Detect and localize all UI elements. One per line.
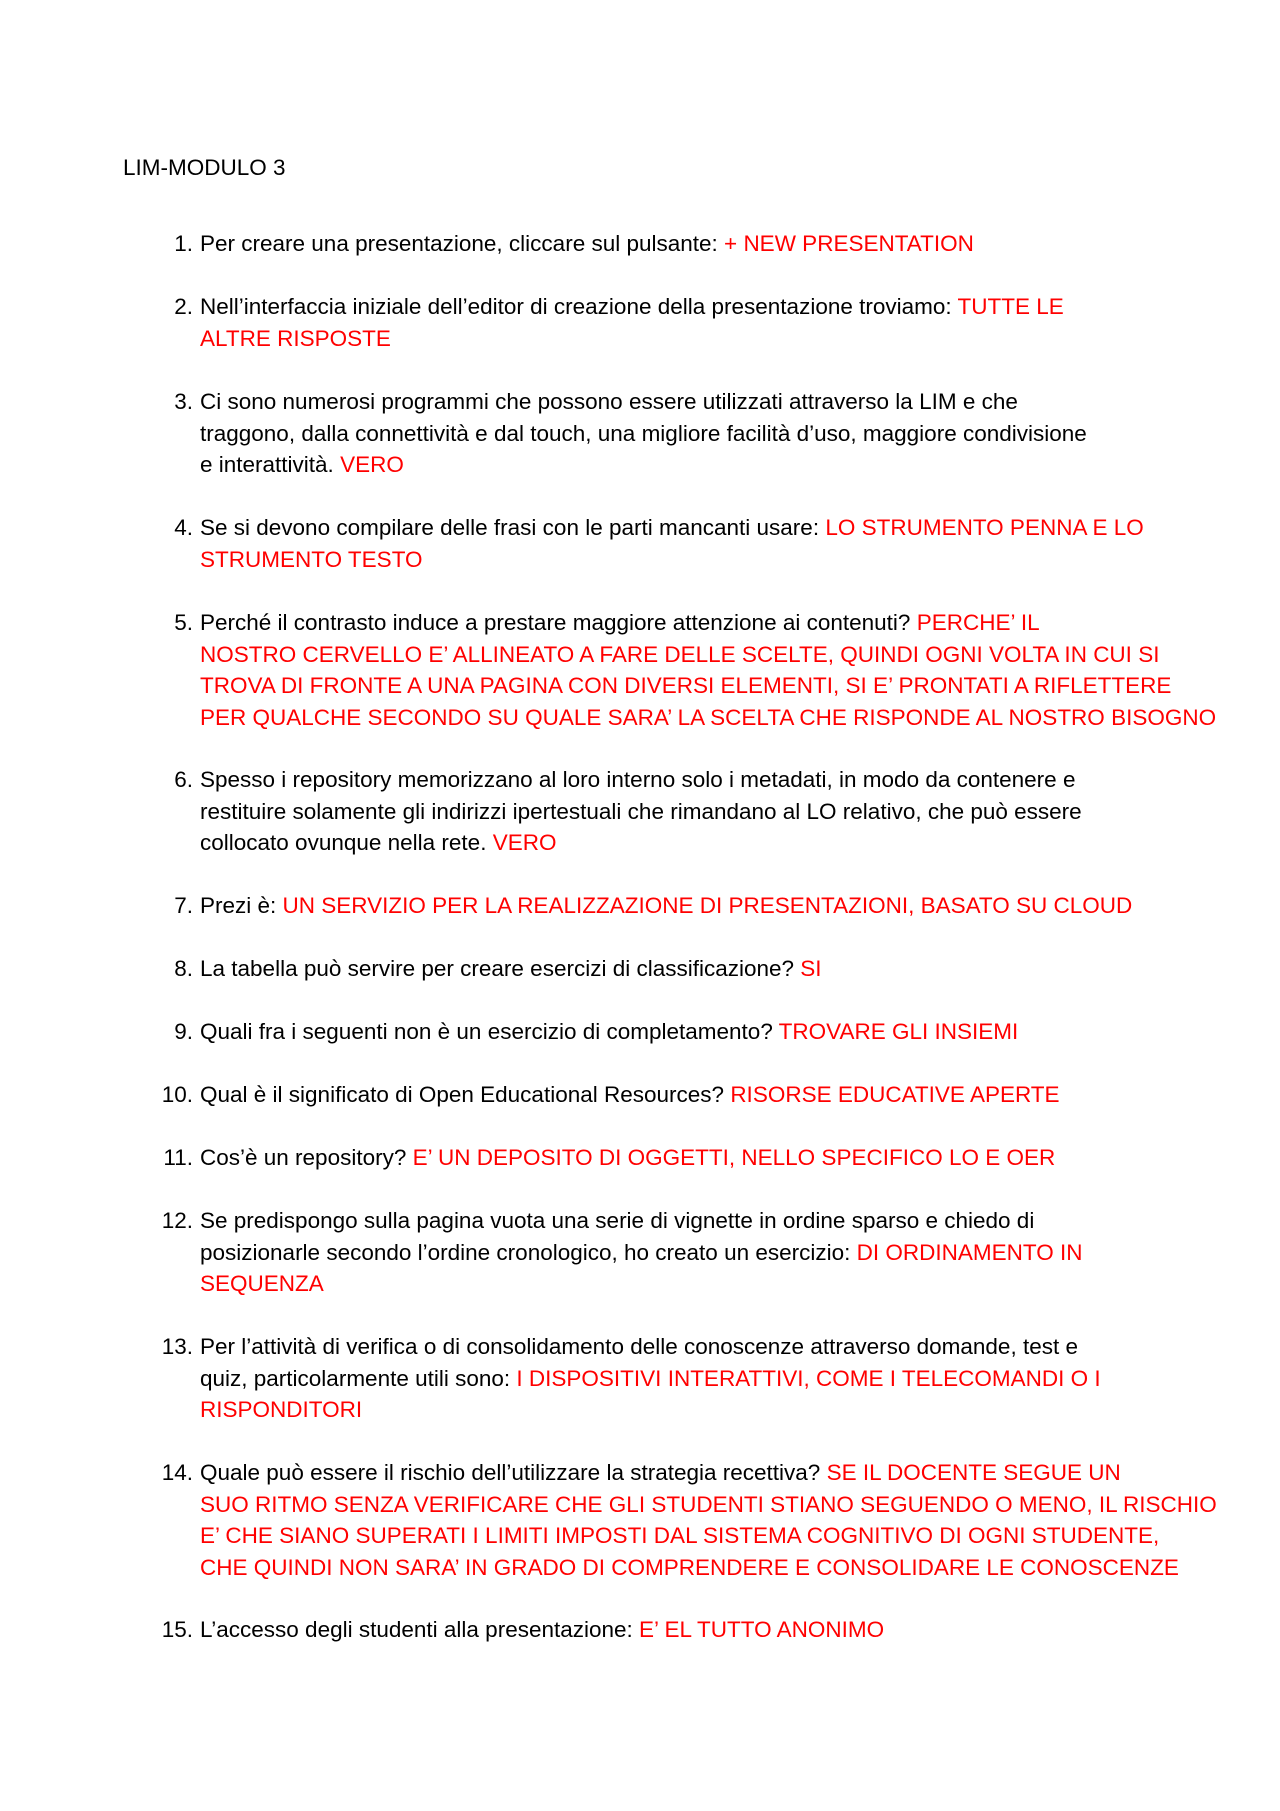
question-text <box>200 1614 1200 1646</box>
text-line <box>200 1079 1200 1111</box>
text-line <box>200 796 1200 828</box>
question-fragment: Quale può essere il rischio dell’utilizzare la strategia recettiva? <box>200 1460 827 1485</box>
question-text <box>200 228 1200 260</box>
question-fragment: Perché il contrasto induce a prestare maggiore attenzione ai contenuti? <box>200 610 917 635</box>
answer-fragment: VERO <box>340 452 404 478</box>
question-text <box>200 386 1200 481</box>
text-line <box>200 953 1200 985</box>
answer-fragment: DI ORDINAMENTO IN <box>856 1239 1083 1265</box>
question-text <box>200 1205 1200 1300</box>
question-fragment: traggono, dalla connettività e dal touch, una migliore facilità d’uso, maggiore condivisione <box>200 420 1087 446</box>
text-line <box>200 386 1200 418</box>
text-line <box>200 1394 1200 1426</box>
answer-fragment: NOSTRO CERVELLO E’ ALLINEATO A FARE DELLE SCELTE, QUINDI OGNI VOLTA IN CUI SI <box>200 641 1160 667</box>
answer-fragment: E’ UN DEPOSITO DI OGGETTI, NELLO SPECIFICO LO E OER <box>412 1145 1056 1170</box>
answer-fragment: TROVA DI FRONTE A UNA PAGINA CON DIVERSI ELEMENTI, SI E’ PRONTATI A RIFLETTERE <box>200 673 1172 699</box>
question-fragment: posizionarle secondo l’ordine cronologico, ho creato un esercizio: <box>200 1239 857 1265</box>
question-fragment: La tabella può servire per creare esercizi di classificazione? <box>200 956 801 981</box>
answer-fragment: ALTRE RISPOSTE <box>200 325 391 351</box>
question-number: 12. <box>161 1208 193 1233</box>
text-line <box>200 1331 1200 1363</box>
text-line <box>200 1457 1200 1489</box>
text-line <box>200 1489 1217 1521</box>
question-fragment: Spesso i repository memorizzano al loro interno solo i metadati, in modo da contenere e <box>200 767 1076 792</box>
question-fragment: Ci sono numerosi programmi che possono essere utilizzati attraverso la LIM e che <box>200 389 1018 414</box>
question-fragment: Per l’attività di verifica o di consolidamento delle conoscenze attraverso domande, test e <box>200 1334 1078 1359</box>
text-line <box>200 1142 1200 1174</box>
text-line <box>200 607 1200 639</box>
text-line <box>200 1268 1200 1300</box>
answer-fragment: + NEW PRESENTATION <box>724 231 974 256</box>
answer-fragment: TROVARE GLI INSIEMI <box>778 1019 1019 1044</box>
answer-fragment: SUO RITMO SENZA VERIFICARE CHE GLI STUDENTI STIANO SEGUENDO O MENO, IL RISCHIO <box>200 1491 1217 1517</box>
question-text <box>200 512 1200 575</box>
text-line <box>200 1614 1200 1646</box>
question-fragment: Se predispongo sulla pagina vuota una serie di vignette in ordine sparso e chiedo di <box>200 1208 1035 1233</box>
text-line <box>200 512 1200 544</box>
question-text <box>200 764 1200 859</box>
question-number: 15. <box>161 1617 193 1642</box>
question-text <box>200 1331 1200 1426</box>
answer-fragment: UN SERVIZIO PER LA REALIZZAZIONE DI PRESENTAZIONI, BASATO SU CLOUD <box>282 893 1133 918</box>
text-line <box>200 1237 1200 1269</box>
question-number: 13. <box>161 1334 193 1359</box>
question-text <box>200 890 1200 922</box>
answer-fragment: CHE QUINDI NON SARA’ IN GRADO DI COMPRENDERE E CONSOLIDARE LE CONOSCENZE <box>200 1554 1179 1580</box>
text-line <box>200 670 1200 702</box>
question-number: 14. <box>161 1460 193 1485</box>
question-number: 4. <box>174 515 193 540</box>
question-number: 9. <box>174 1019 193 1044</box>
answer-fragment: PERCHE’ IL <box>916 610 1040 635</box>
text-line <box>200 1016 1200 1048</box>
answer-fragment: STRUMENTO TESTO <box>200 546 423 572</box>
answer-fragment: SEQUENZA <box>200 1271 324 1297</box>
text-line <box>200 1520 1200 1552</box>
question-text <box>200 607 1217 733</box>
question-fragment: quiz, particolarmente utili sono: <box>200 1365 517 1391</box>
question-text <box>200 1457 1217 1583</box>
question-fragment: Prezi è: <box>200 893 283 918</box>
question-number: 1. <box>174 231 193 256</box>
question-fragment: e interattività. <box>200 452 341 478</box>
text-line <box>200 639 1200 671</box>
answer-fragment: SE IL DOCENTE SEGUE UN <box>826 1460 1121 1485</box>
question-text <box>200 1016 1200 1048</box>
question-number: 3. <box>174 389 193 414</box>
text-line <box>200 544 1200 576</box>
question-text <box>200 291 1200 354</box>
answer-fragment: RISORSE EDUCATIVE APERTE <box>730 1082 1060 1107</box>
question-number: 7. <box>174 893 193 918</box>
text-line <box>200 1363 1200 1395</box>
answer-fragment: LO STRUMENTO PENNA E LO <box>825 515 1144 540</box>
answer-fragment: I DISPOSITIVI INTERATTIVI, COME I TELECOMANDI O I <box>516 1365 1101 1391</box>
question-fragment: Cos’è un repository? <box>200 1145 413 1170</box>
answer-fragment: TUTTE LE <box>957 294 1064 319</box>
question-fragment: collocato ovunque nella rete. <box>200 830 493 856</box>
answer-fragment: E’ EL TUTTO ANONIMO <box>639 1617 885 1642</box>
text-line <box>200 449 1200 481</box>
question-number: 2. <box>174 294 193 319</box>
text-line <box>200 418 1200 450</box>
question-number: 6. <box>174 767 193 792</box>
text-line <box>200 890 1200 922</box>
answer-fragment: RISPONDITORI <box>200 1397 363 1423</box>
question-fragment: Qual è il significato di Open Educational Resources? <box>200 1082 731 1107</box>
text-line <box>200 702 1217 734</box>
answer-fragment: E’ CHE SIANO SUPERATI I LIMITI IMPOSTI DAL SISTEMA COGNITIVO DI OGNI STUDENTE, <box>200 1523 1160 1549</box>
text-line <box>200 291 1200 323</box>
question-text <box>200 1142 1200 1174</box>
question-number: 8. <box>174 956 193 981</box>
text-line <box>200 323 1200 355</box>
question-fragment: Se si devono compilare delle frasi con le parti mancanti usare: <box>200 515 826 540</box>
question-fragment: L’accesso degli studenti alla presentazione: <box>200 1617 640 1642</box>
answer-fragment: SI <box>800 956 822 981</box>
text-line <box>200 764 1200 796</box>
question-fragment: restituire solamente gli indirizzi ipertestuali che rimandano al LO relativo, che può essere <box>200 798 1082 824</box>
question-fragment: Nell’interfaccia iniziale dell’editor di creazione della presentazione troviamo: <box>200 294 958 319</box>
question-text <box>200 953 1200 985</box>
answer-fragment: PER QUALCHE SECONDO SU QUALE SARA’ LA SCELTA CHE RISPONDE AL NOSTRO BISOGNO <box>200 704 1217 730</box>
question-number: 10. <box>161 1082 193 1107</box>
text-line <box>200 827 1200 859</box>
question-number: 5. <box>174 610 193 635</box>
question-fragment: Quali fra i seguenti non è un esercizio di completamento? <box>200 1019 779 1044</box>
text-line <box>200 1552 1200 1584</box>
text-line <box>200 228 1200 260</box>
question-fragment: Per creare una presentazione, cliccare sul pulsante: <box>200 231 725 256</box>
question-number: 11. <box>163 1145 193 1170</box>
document-title: LIM-MODULO 3 <box>123 155 286 180</box>
answer-fragment: VERO <box>492 830 557 856</box>
text-line <box>200 1205 1200 1237</box>
question-text <box>200 1079 1200 1111</box>
